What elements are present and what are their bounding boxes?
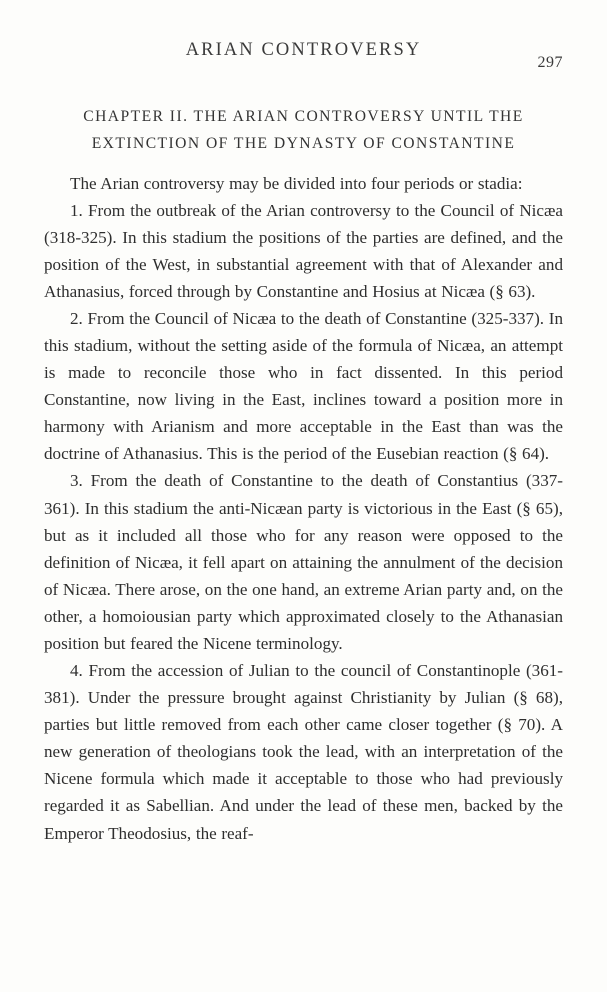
paragraph-period-4: 4. From the accession of Julian to the council of Constantinople (361-381). Under the pressure brought against Christianity by Julian (§ 68), parties but little removed from each other came closer together (§ 70). A new generation of theologians took the lead, with an interpretation of the Nicene formula which made it acceptable to those who had previously regarded it as Sabellian. And under the lead of these men, backed by the Emperor Theodosius, the reaf- (44, 661, 563, 843)
page-number: 297 (537, 54, 563, 71)
chapter-heading (44, 104, 563, 158)
body-text (44, 170, 563, 847)
paragraph-period-2: 2. From the Council of Nicæa to the death of Constantine (325-337). In this stadium, without the setting aside of the formula of Nicæa, an attempt is made to reconcile those who in fact dissented. In this period Constantine, now living in the East, inclines toward a position more in harmony with Arianism and more acceptable in the East than was the doctrine of Athanasius. This is the period of the Eusebian reaction (§ 64). (44, 309, 563, 464)
paragraph-intro: The Arian controversy may be divided into four periods or stadia: (70, 173, 523, 193)
chapter-heading-line-1: CHAPTER II. THE ARIAN CONTROVERSY UNTIL THE (83, 108, 524, 125)
paragraph-period-1: 1. From the outbreak of the Arian controversy to the Council of Nicæa (318-325). In this stadium the positions of the parties are defined, and the position of the West, in substantial agreement with that of Alexander and Athanasius, forced through by Constantine and Hosius at Nicæa (§ 63). (44, 200, 563, 301)
chapter-heading-line-2: EXTINCTION OF THE DYNASTY OF CONSTANTINE (91, 134, 516, 152)
running-head-title: ARIAN CONTROVERSY (185, 40, 422, 60)
running-head (44, 40, 563, 74)
paragraph-period-3: 3. From the death of Constantine to the death of Constantius (337-361). In this stadium the anti-Nicæan party is victorious in the East (§ 65), but as it included all those who for any reason were opposed to the definition of Nicæa, it fell apart on attaining the annulment of the decision of Nicæa. There arose, on the one hand, an extreme Arian party and, on the other, a homoiousian party which approximated closely to the Athanasian position but feared the Nicene terminology. (44, 471, 563, 653)
